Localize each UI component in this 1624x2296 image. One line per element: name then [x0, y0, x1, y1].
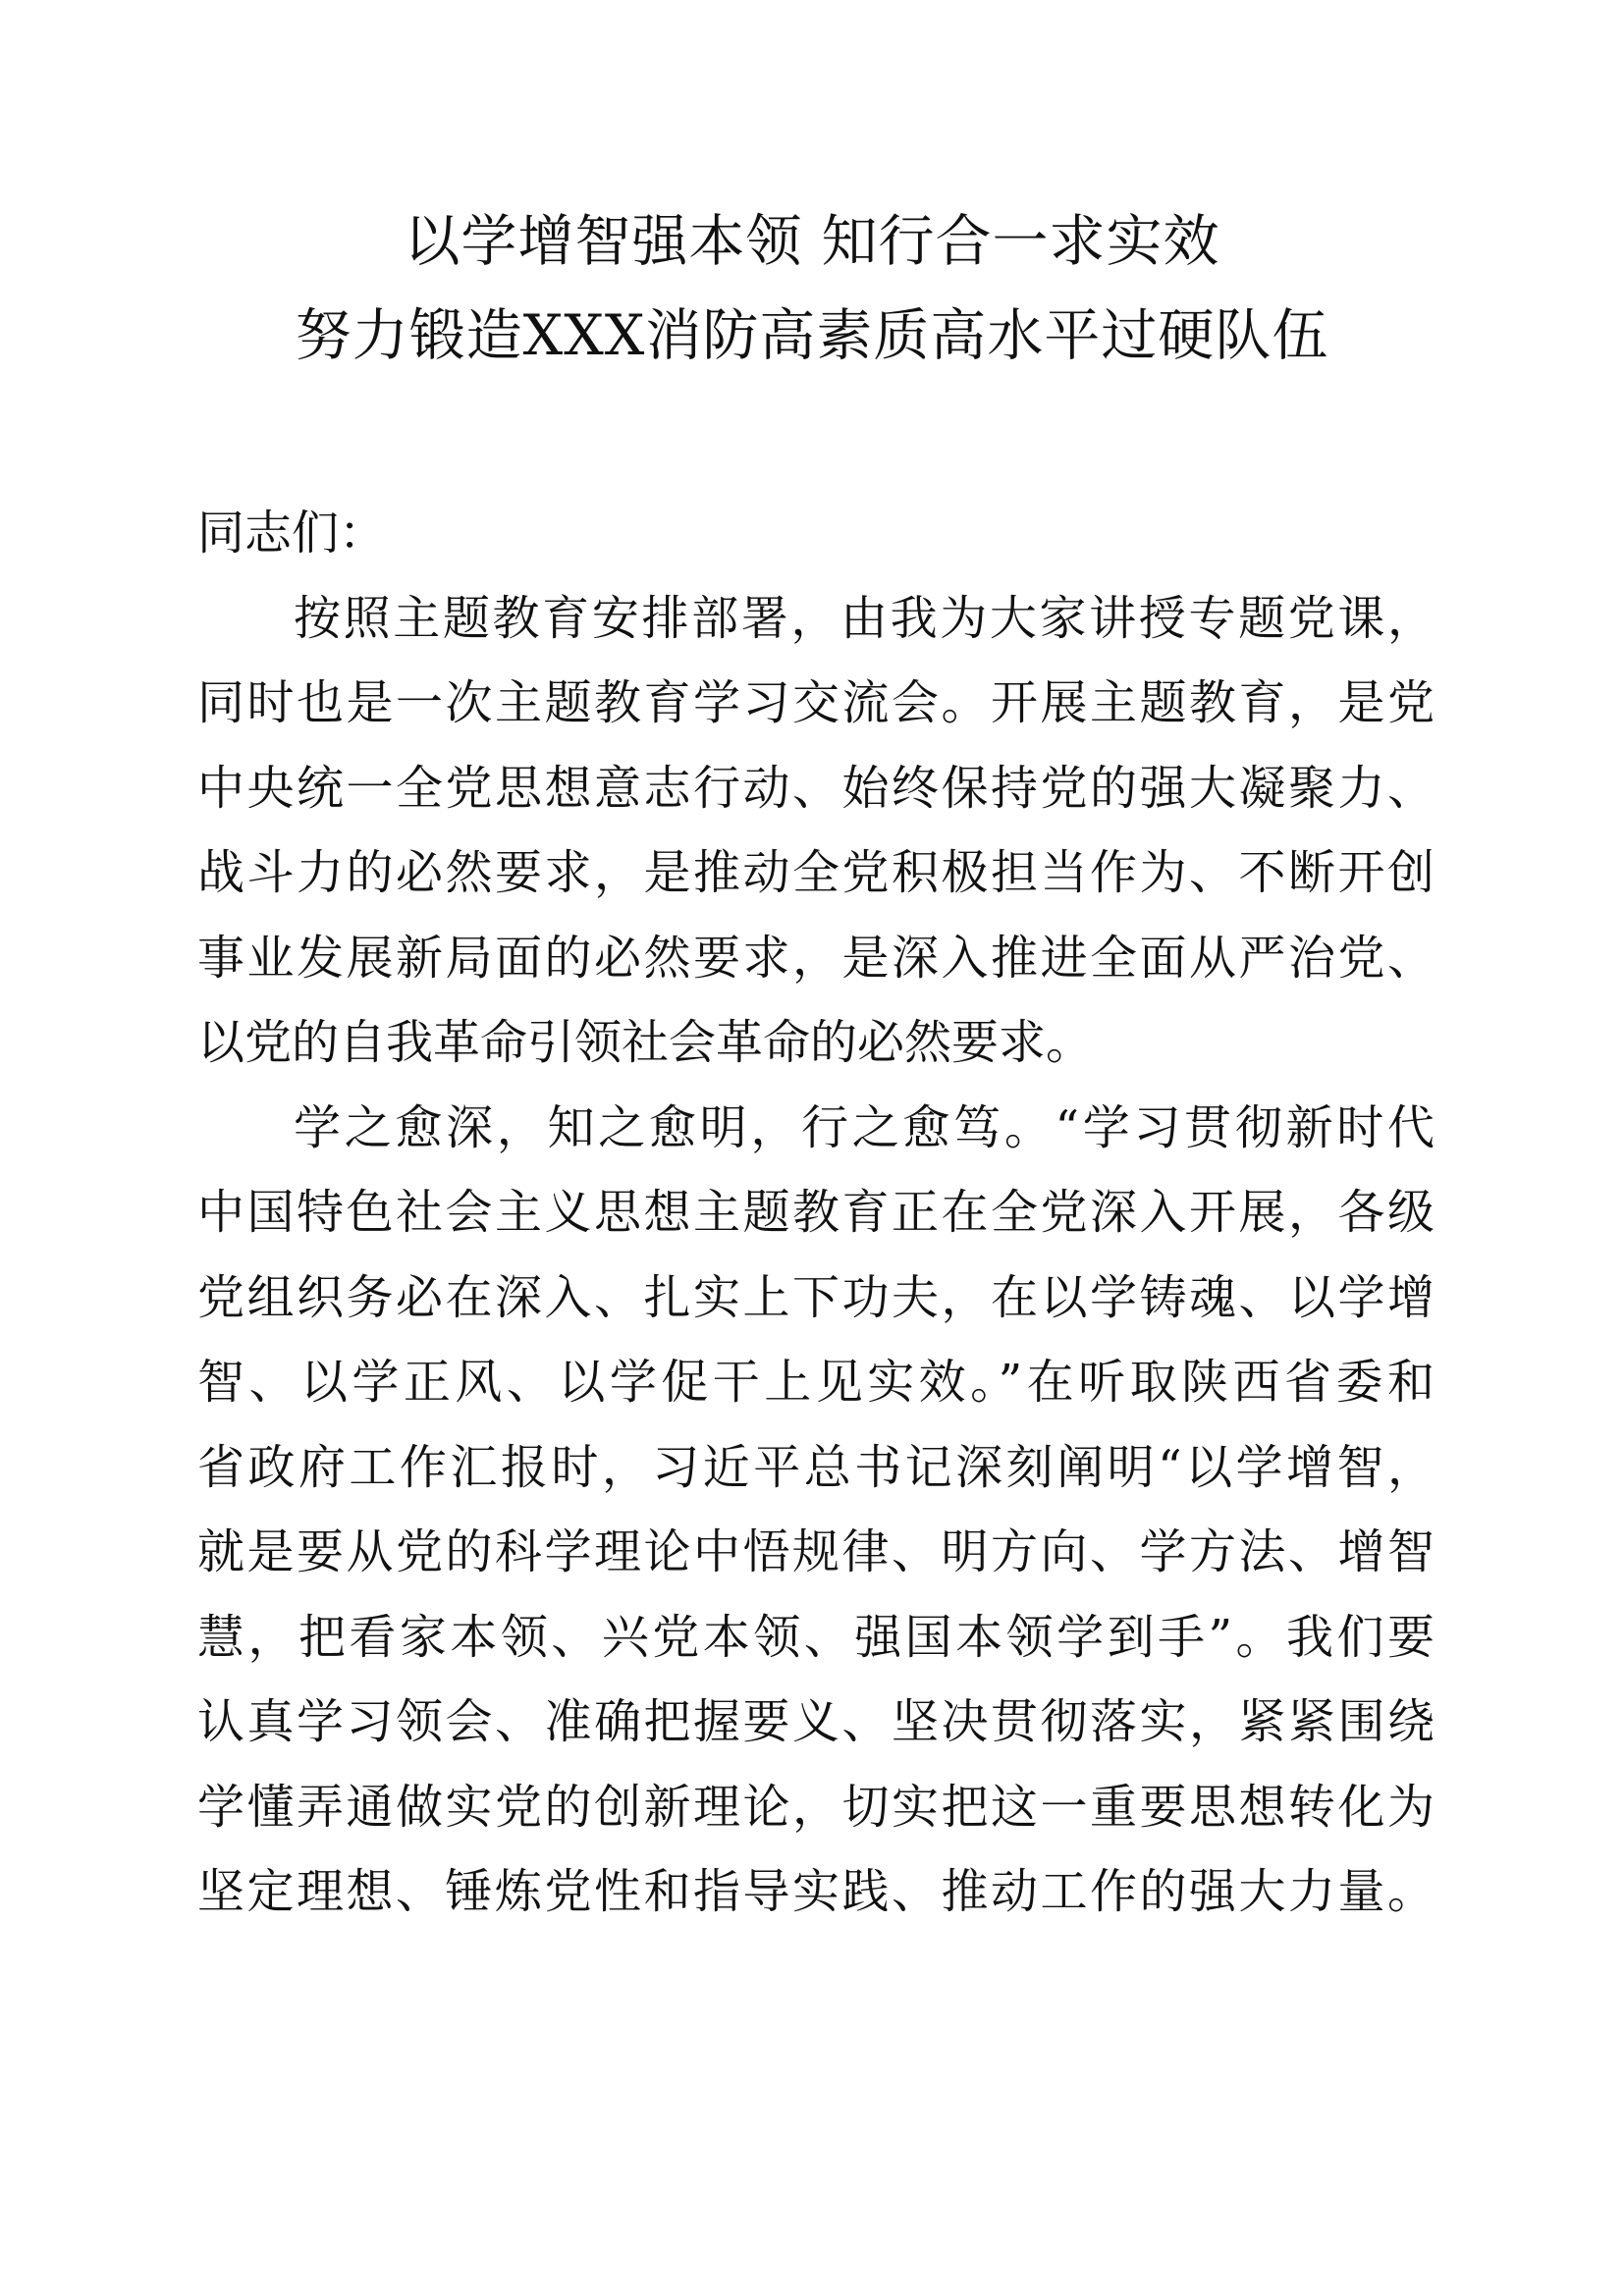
- document-title: [147, 194, 1477, 383]
- paragraph-line: 中国特色社会主义思想主题教育正在全党深入开展，各级: [197, 1185, 1435, 1240]
- paragraph-line: 智、以学正风、以学促干上见实效。”在听取陕西省委和: [197, 1355, 1435, 1410]
- paragraph-line: 按照主题教育安排部署，由我为大家讲授专题党课，: [294, 590, 1435, 646]
- paragraph-line: 坚定理想、锤炼党性和指导实践、推动工作的强大力量。: [197, 1864, 1435, 1919]
- paragraph-line: 战斗力的必然要求，是推动全党积极担当作为、不断开创: [197, 845, 1435, 900]
- paragraph-1: [197, 576, 1435, 1086]
- title-line-1: 以学增智强本领 知行合一求实效: [404, 209, 1220, 274]
- paragraph-line: 认真学习领会、准确把握要义、坚决贯彻落实，紧紧围绕: [197, 1694, 1435, 1749]
- paragraph-line: 中央统一全党思想意志行动、始终保持党的强大凝聚力、: [197, 760, 1435, 816]
- paragraph-line: 省政府工作汇报时，习近平总书记深刻阐明“以学增智，: [197, 1439, 1435, 1495]
- paragraph-line: 以党的自我革命引领社会革命的必然要求。: [197, 1015, 1094, 1070]
- paragraph-line: 就是要从党的科学理论中悟规律、明方向、学方法、增智: [197, 1524, 1435, 1579]
- paragraph-line: 学之愈深，知之愈明，行之愈笃。“学习贯彻新时代: [294, 1099, 1435, 1155]
- title-line-2: 努力锻造XXX消防高素质高水平过硬队伍: [295, 303, 1329, 368]
- salutation: 同志们：: [197, 506, 387, 561]
- paragraph-line: 慧，把看家本领、兴党本领、强国本领学到手”。我们要: [197, 1609, 1435, 1665]
- paragraph-line: 同时也是一次主题教育学习交流会。开展主题教育，是党: [197, 675, 1435, 730]
- document-body: [197, 491, 1435, 1935]
- paragraph-2: [197, 1086, 1435, 1935]
- paragraph-line: 党组织务必在深入、扎实上下功夫，在以学铸魂、以学增: [197, 1269, 1435, 1325]
- paragraph-line: 事业发展新局面的必然要求，是深入推进全面从严治党、: [197, 930, 1435, 986]
- paragraph-line: 学懂弄通做实党的创新理论，切实把这一重要思想转化为: [197, 1779, 1435, 1835]
